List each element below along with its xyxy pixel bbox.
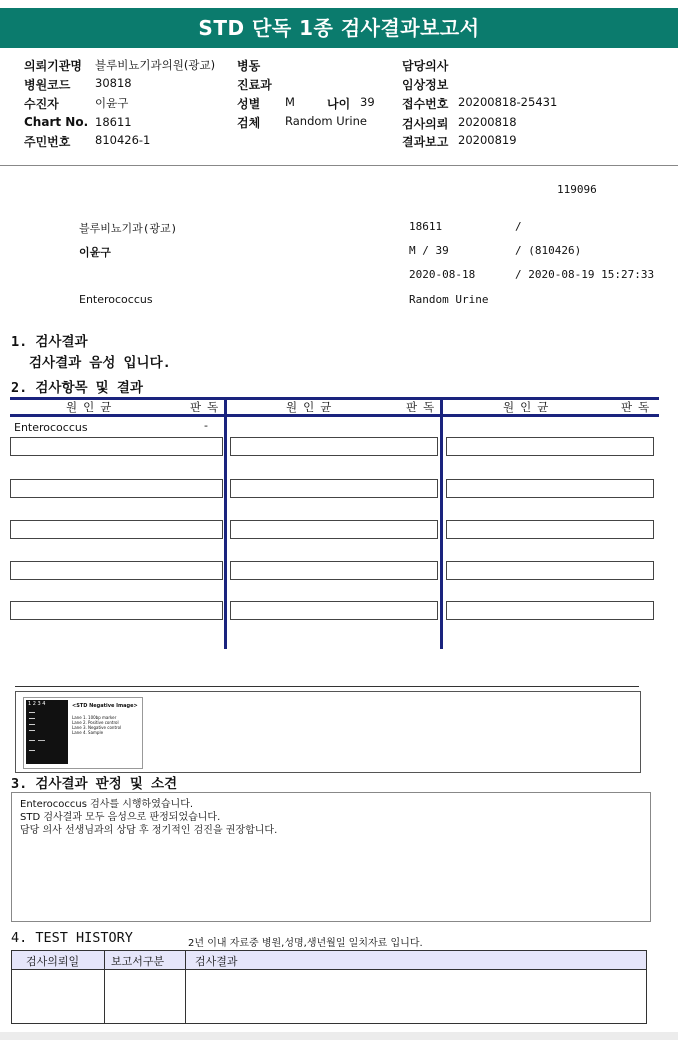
id-value: 810426-1: [95, 133, 151, 147]
gel-photo: [26, 700, 68, 764]
section2-title: 2. 검사항목 및 결과: [11, 380, 143, 396]
empty-cell: [446, 561, 654, 580]
opinion-line-3: 담당 의사 선생님과의 상담 후 정기적인 검진을 권장합니다.: [20, 825, 278, 836]
receipt-label: 접수번호: [402, 97, 449, 111]
col-judgement-2: 판독: [406, 400, 441, 414]
ward-label: 병동: [237, 59, 261, 73]
doctor-label: 담당의사: [402, 59, 449, 73]
summary-test-name: Enterococcus: [79, 293, 153, 306]
empty-cell: [446, 520, 654, 539]
col-judgement-3: 판독: [621, 400, 656, 414]
sex-label: 성별: [237, 97, 261, 111]
receipt-value: 20200818-25431: [458, 95, 558, 109]
sex-value: M: [285, 95, 295, 109]
patient-label: 수진자: [24, 97, 59, 111]
clinical-info-label: 임상정보: [402, 78, 449, 92]
empty-cell: [10, 437, 223, 456]
col-pathogen-2: 원인균: [286, 400, 338, 414]
history-table: [11, 950, 647, 1024]
request-value: 20200818: [458, 115, 517, 129]
gel-lane-2: Lane 2. Positive control: [72, 720, 119, 725]
header-divider: [0, 165, 678, 166]
empty-cell: [446, 437, 654, 456]
specimen-label: 검체: [237, 116, 261, 130]
empty-cell: [230, 601, 438, 620]
specimen-value: Random Urine: [285, 114, 367, 128]
section1-title: 1. 검사결과: [11, 334, 88, 350]
empty-cell: [446, 601, 654, 620]
empty-cell: [10, 561, 223, 580]
request-label: 검사의뢰: [402, 117, 449, 131]
col-judgement-1: 판독: [190, 400, 225, 414]
image-top-rule: [15, 686, 639, 687]
gel-lane-3: Lane 3. Negative control: [72, 725, 122, 730]
section4-title: 4. TEST HISTORY: [11, 930, 133, 946]
gel-lane-numbers: 1 2 3 4: [28, 701, 46, 707]
id-label: 주민번호: [24, 135, 71, 149]
empty-cell: [230, 437, 438, 456]
summary-report-datetime: / 2020-08-19 15:27:33: [515, 268, 655, 281]
col-pathogen-1: 원인균: [66, 400, 118, 414]
age-value: 39: [360, 95, 375, 109]
gel-title: <STD Negative Image>: [72, 703, 138, 709]
department-label: 진료과: [237, 78, 272, 92]
summary-patient: 이윤구: [79, 246, 111, 259]
result-grid: [10, 397, 659, 649]
negative-image-box: [15, 691, 641, 773]
opinion-line-2: STD 검사결과 모두 음성으로 판정되었습니다.: [20, 812, 221, 823]
summary-chart: 18611: [409, 220, 443, 233]
institution-value: 블루비뇨기과의원(광교): [95, 58, 216, 72]
age-label: 나이: [327, 97, 351, 111]
summary-specimen: Random Urine: [409, 293, 489, 306]
gel-lane-1: Lane 1. 100bp marker: [72, 715, 117, 720]
hospital-code-label: 병원코드: [24, 78, 71, 92]
chart-label: Chart No.: [24, 115, 89, 129]
summary-institution: 블루비뇨기과(광교): [79, 222, 178, 235]
section3-title: 3. 검사결과 판정 및 소견: [11, 776, 178, 792]
summary-birth: / (810426): [515, 244, 582, 257]
history-divider-2: [185, 951, 186, 1023]
summary-slash: /: [515, 220, 522, 233]
summary-request-date: 2020-08-18: [409, 268, 476, 281]
history-col-result: 검사결과: [195, 955, 238, 968]
history-col-report-type: 보고서구분: [111, 955, 165, 968]
gel-lane-4: Lane 4. Sample: [72, 730, 104, 735]
row1-result: -: [204, 419, 208, 432]
summary-sex-age: M / 39: [409, 244, 449, 257]
history-divider-1: [104, 951, 105, 1023]
history-note: 2년 이내 자료중 병원,성명,생년월일 일치자료 입니다.: [188, 938, 423, 949]
empty-cell: [230, 561, 438, 580]
section1-result: 검사결과 음성 입니다.: [29, 355, 171, 371]
gel-image: [23, 697, 143, 769]
report-title: STD 단독 1종 검사결과보고서: [0, 8, 678, 48]
patient-value: 이윤구: [95, 96, 129, 110]
hospital-code-value: 30818: [95, 76, 132, 90]
report-date-value: 20200819: [458, 133, 517, 147]
history-col-request-date: 검사의뢰일: [26, 955, 80, 968]
opinion-line-1: Enterococcus 검사를 시행하였습니다.: [20, 799, 194, 810]
row1-pathogen: Enterococcus: [14, 421, 88, 434]
empty-cell: [10, 601, 223, 620]
chart-value: 18611: [95, 115, 132, 129]
document-number: 119096: [557, 183, 597, 196]
empty-cell: [10, 520, 223, 539]
empty-cell: [230, 479, 438, 498]
report-date-label: 결과보고: [402, 135, 449, 149]
empty-cell: [10, 479, 223, 498]
opinion-box: [11, 792, 651, 922]
col-pathogen-3: 원인균: [503, 400, 555, 414]
empty-cell: [446, 479, 654, 498]
grid-divider-2: [440, 397, 443, 649]
institution-label: 의뢰기관명: [24, 59, 82, 73]
empty-cell: [230, 520, 438, 539]
history-table-header: [12, 951, 646, 970]
grid-divider-1: [224, 397, 227, 649]
